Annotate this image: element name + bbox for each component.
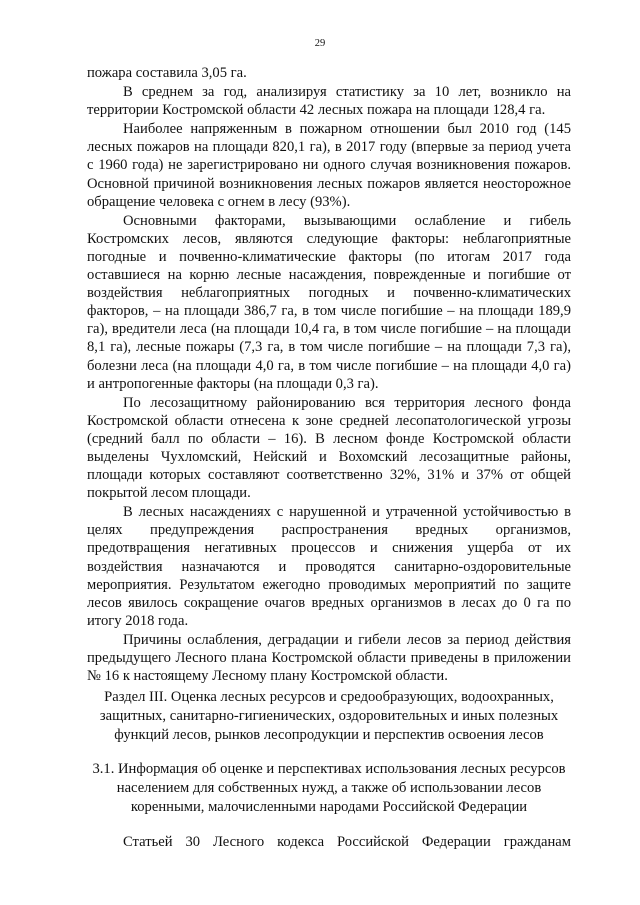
section-heading: Раздел III. Оценка лесных ресурсов и средообразующих, водоохранных, защитных, санитарно-гигиенических, оздоровительных и иных полезных функций лесов, рынков лесопродукции и перспектив освоения лесов [99, 689, 559, 743]
paragraph-weakening-factors: Основными факторами, вызывающими ослабление и гибель Костромских лесов, являются следующие факторы: неблагоприятные погодные и почвенно-климатические факторы (по итогам 2017 года оставшиеся на корню лесные насаждения, поврежденные и погибшие от воздействия неблагоприятных погодных и почвенно-климатических факторов, – на площади 386,7 га, в том числе погибшие – на площади 189,9 га), вредители леса (на площади 10,4 га, в том числе погибшие – на площади 8,1 га), лесные пожары (7,3 га, в том числе погибшие – на площади 7,3 га), болезни леса (на площади 4,0 га, в том числе погибшие – на площади 4,0 га) и антропогенные факторы (на площади 0,3 га). [87, 212, 571, 392]
paragraph-appendix-reference: Причины ослабления, деградации и гибели лесов за период действия предыдущего Лесного плана Костромской области приведены в приложении № 16 к настоящему Лесному плану Костромской области. [87, 631, 571, 685]
paragraph-forest-protection-zoning: По лесозащитному районированию вся территория лесного фонда Костромской области отнесена к зоне средней лесопатологической угрозы (средний балл по области – 16). В лесном фонде Костромской области выделены Чухломский, Нейский и Вохомский лесозащитные районы, площади которых составляют соответственно 32%, 31% и 37% от общей покрытой лесом площади. [87, 394, 571, 502]
subsection-heading: 3.1. Информация об оценке и перспективах использования лесных ресурсов населением для собственных нужд, а также об использовании лесов коренными, малочисленными народами Российской Федерации [92, 761, 566, 815]
paragraph-average-fires: В среднем за год, анализируя статистику за 10 лет, возникло на территории Костромской области 42 лесных пожара на площади 128,4 га. [87, 84, 571, 119]
page-number: 29 [314, 38, 326, 49]
paragraph-fire-intensity: Наиболее напряженным в пожарном отношении был 2010 год (145 лесных пожаров на площади 820,1 га), в 2017 году (впервые за период учета с 1960 года) не зарегистрировано ни одного случая возникновения пожаров. Основной причиной возникновения лесных пожаров является неосторожное обращение человека с огнем в лесу (93%). [87, 121, 571, 210]
paragraph-sanitary-measures: В лесных насаждениях с нарушенной и утраченной устойчивостью в целях предупреждения распространения вредных организмов, предотвращения негативных процессов и снижения ущерба от их воздействия назначаются и проводятся санитарно-оздоровительные мероприятия. Результатом ежегодно проводимых мероприятий по защите лесов явилось сокращение очагов вредных организмов в лесах до 0 га по итогу 2018 года. [87, 504, 571, 629]
paragraph-fire-area-continued: пожара составила 3,05 га. [87, 65, 247, 81]
paragraph-closing: Статьей 30 Лесного кодекса Российской Федерации гражданам [123, 834, 571, 850]
body-text [87, 64, 571, 686]
